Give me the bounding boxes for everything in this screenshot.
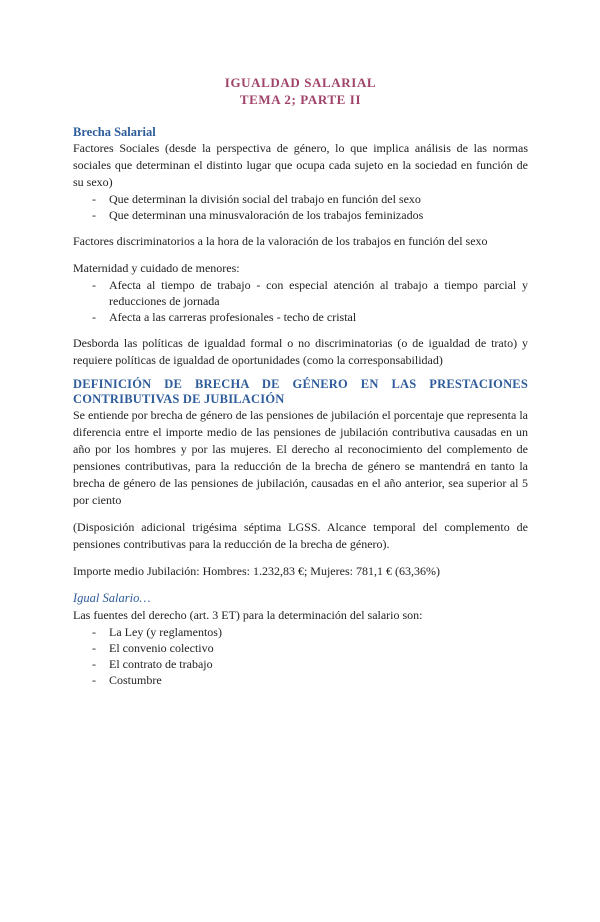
list-item: - La Ley (y reglamentos) [73, 624, 528, 640]
document-page [0, 74, 600, 922]
paragraph-fuentes-derecho: Las fuentes del derecho (art. 3 ET) para la determinación del salario son: [73, 608, 423, 622]
list-maternidad [73, 277, 528, 325]
list-fuentes-derecho [73, 624, 528, 688]
section-heading-definicion-line1: DEFINICIÓN DE BRECHA DE GÉNERO EN LAS PRESTACIONES [73, 377, 528, 391]
section-heading-brecha-salarial: Brecha Salarial [73, 125, 156, 139]
list-item: - Que determinan una minusvaloración de los trabajos feminizados [73, 207, 528, 223]
list-item: - Costumbre [73, 672, 528, 688]
list-item: - El convenio colectivo [73, 640, 528, 656]
paragraph-definicion-brecha: Se entiende por brecha de género de las pensiones de jubilación el porcentaje que representa la diferencia entre el importe medio de las pensiones de jubilación contributiva causadas en un año por los hombres y por las mujeres. El derecho al reconocimiento del complemento de pensiones contributivas, para la reducción de la brecha de género se mantendrá en tanto la brecha de género de las pensiones de jubilación, causadas en el año anterior, sea superior al 5 por ciento [73, 408, 528, 507]
paragraph-factores-discriminatorios: Factores discriminatorios a la hora de la valoración de los trabajos en función del sexo [73, 234, 488, 248]
paragraph-disposicion: (Disposición adicional trigésima séptima LGSS. Alcance temporal del complemento de pensiones contributivas para la reducción de la brecha de género). [73, 520, 528, 551]
list-item: - El contrato de trabajo [73, 656, 528, 672]
section-heading-igual-salario: Igual Salario… [73, 591, 151, 605]
paragraph-maternidad: Maternidad y cuidado de menores: [73, 261, 240, 275]
paragraph-factores-sociales: Factores Sociales (desde la perspectiva de género, lo que implica análisis de las normas sociales que determinan el distinto lugar que ocupa cada sujeto en la sociedad en función de su sexo) [73, 141, 528, 189]
document-subtitle: TEMA 2; PARTE II [239, 92, 362, 107]
list-factores-sociales [73, 191, 528, 223]
list-item: - Afecta al tiempo de trabajo - con especial atención al trabajo a tiempo parcial y reducciones de jornada [73, 277, 528, 309]
section-heading-definicion-line2: CONTRIBUTIVAS DE JUBILACIÓN [73, 392, 285, 406]
paragraph-importe-medio: Importe medio Jubilación: Hombres: 1.232,83 €; Mujeres: 781,1 € (63,36%) [73, 564, 440, 578]
document-title: IGUALDAD SALARIAL [224, 75, 377, 90]
list-item: - Afecta a las carreras profesionales - techo de cristal [73, 309, 528, 325]
list-item: - Que determinan la división social del trabajo en función del sexo [73, 191, 528, 207]
paragraph-desborda: Desborda las políticas de igualdad formal o no discriminatorias (o de igualdad de trato) y requiere políticas de igualdad de oportunidades (como la corresponsabilidad) [73, 336, 528, 367]
